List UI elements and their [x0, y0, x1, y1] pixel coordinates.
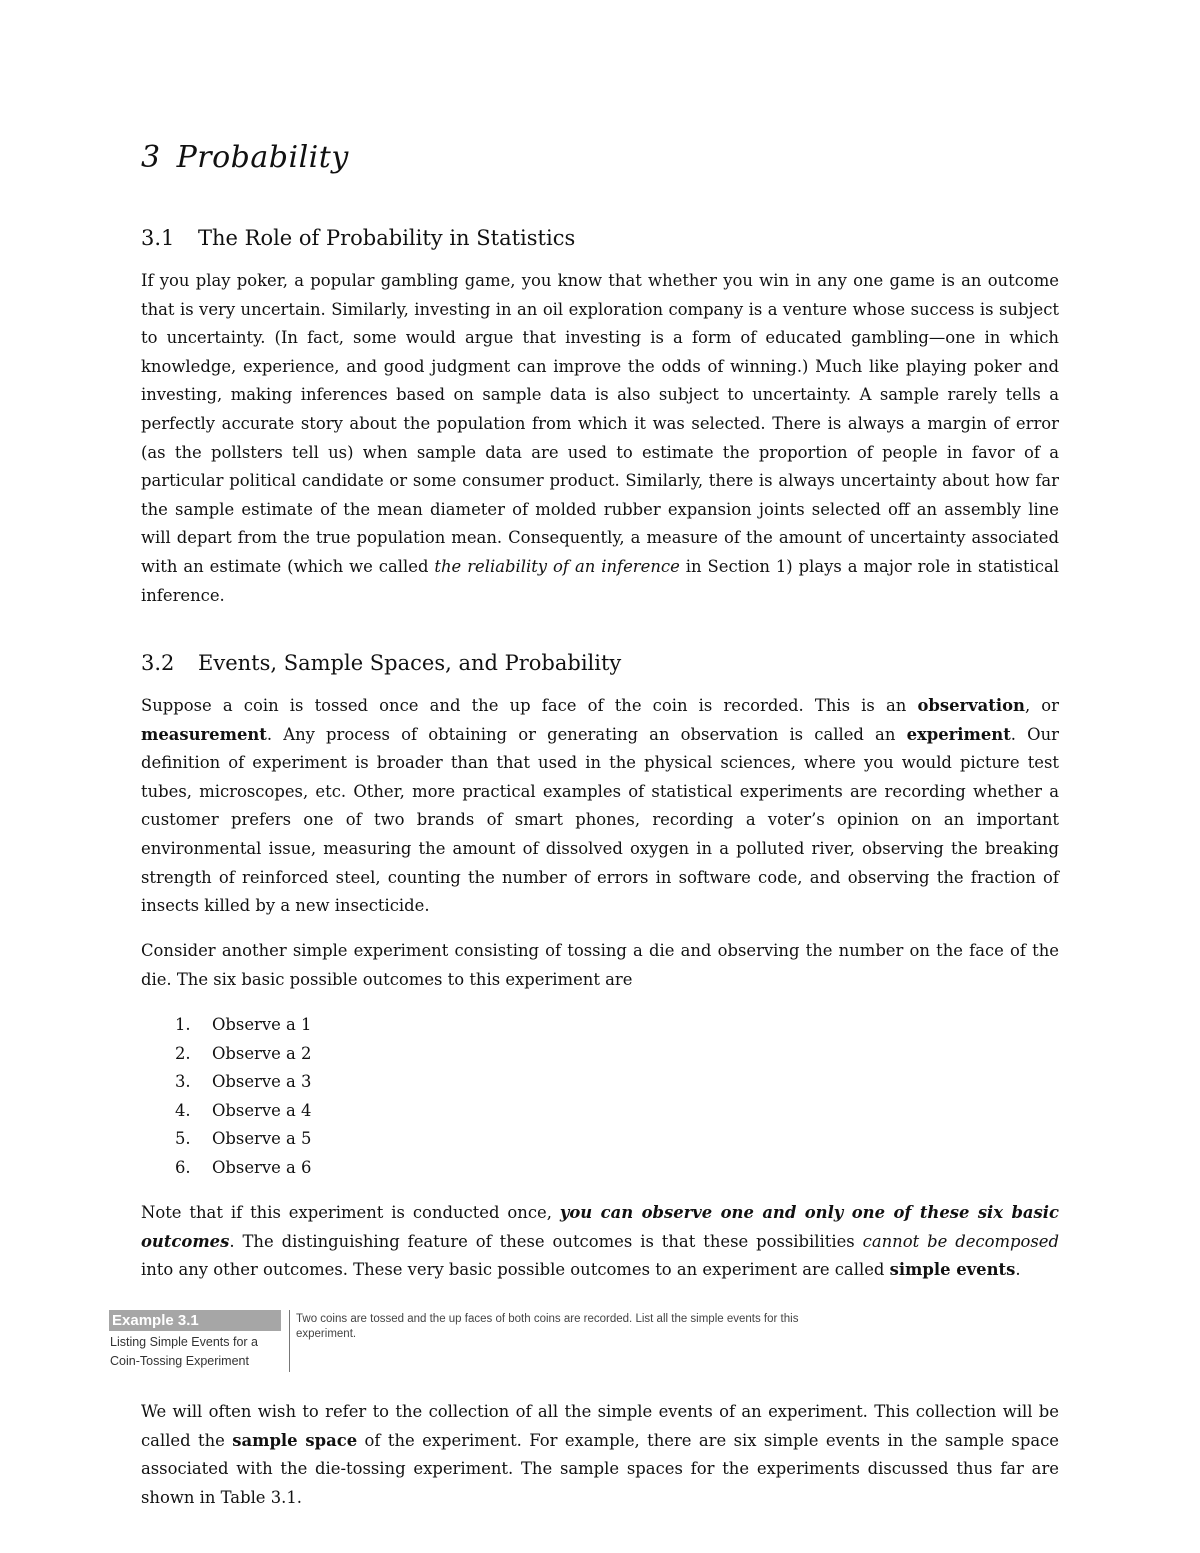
- chapter-title: [141, 140, 349, 175]
- term-sample-space: sample space: [232, 1430, 358, 1450]
- list-number: 5.: [175, 1129, 191, 1149]
- list-item: [175, 1011, 311, 1040]
- paragraph-text: . Any process of obtaining or generating an observation is called an: [266, 724, 907, 744]
- term-observation: observation: [917, 696, 1025, 715]
- paragraph-text: in Section 1) plays a major role in statistical inference.: [141, 556, 1059, 605]
- section-number: 3.2: [141, 651, 175, 675]
- paragraph-text: If you play poker, a popular gambling game, you know that whether you win in any one game is an outcome that is very uncertain. Similarly, investing in an oil exploration company is a venture whose success is subject to uncertainty. (In fact, some would argue that investing is a form of educated gambling—one in which knowledge, experience, and good judgment can improve the odds of winning.) Much like playing poker and investing, making inferences based on sample data is also subject to uncertainty. A sample rarely tells a perfectly accurate story about the population from which it was selected. There is always a margin of error (as the pollsters tell us) when sample data are used to estimate the proportion of people in favor of a particular political candidate or some consumer product. Similarly, there is always uncertainty about how far the sample estimate of the mean diameter of molded rubber expansion joints selected off an assembly line will depart from the true population mean. Consequently, a measure of the amount of uncertainty associated with an estimate (which we called: [141, 271, 1059, 576]
- section-3-2-heading: [141, 651, 621, 675]
- section-3-2-paragraph-4: [141, 1398, 1059, 1512]
- example-subtitle-line: Coin-Tossing Experiment: [110, 1354, 249, 1368]
- list-item: [175, 1154, 311, 1183]
- section-3-2-paragraph-2: Consider another simple experiment consisting of tossing a die and observing the number on the face of the die. The six basic possible outcomes to this experiment are: [141, 941, 1059, 989]
- paragraph-text: . Our definition of experiment is broader than that used in the physical sciences, where you would picture test tubes, microscopes, etc. Other, more practical examples of statistical experiments are recording whether a customer prefers one of two brands of smart phones, recording a voter’s opinion on an important environmental issue, measuring the amount of dissolved oxygen in a polluted river, observing the breaking strength of reinforced steel, counting the number of errors in software code, and observing the fraction of insects killed by a new insecticide.: [141, 724, 1059, 916]
- bold-italic-text: you can observe one and only one of these six basic outcomes: [141, 1203, 1059, 1251]
- section-3-1-paragraph: [141, 267, 1059, 610]
- list-item: [175, 1125, 311, 1154]
- term-experiment: experiment: [906, 724, 1011, 744]
- example-description: Two coins are tossed and the up faces of both coins are recorded. List all the simple events for this experiment.: [296, 1313, 799, 1340]
- section-3-2-paragraph-1: [141, 692, 1059, 921]
- paragraph-text: of the experiment. For example, there are six simple events in the sample space associated with the die-tossing experiment. The sample spaces for the experiments discussed thus far are shown in Table 3.1.: [141, 1430, 1059, 1507]
- list-item: [175, 1097, 311, 1126]
- list-number: 1.: [175, 1015, 191, 1034]
- section-title-text: The Role of Probability in Statistics: [198, 226, 576, 250]
- list-number: 4.: [175, 1100, 191, 1120]
- chapter-number: 3: [141, 140, 161, 175]
- list-item: [175, 1040, 311, 1069]
- list-text: Observe a 1: [212, 1015, 312, 1034]
- example-label: Example 3.1: [109, 1310, 281, 1331]
- outcomes-list: [175, 1011, 311, 1183]
- paragraph-text: Suppose a coin is tossed once and the up face of the coin is recorded. This is an: [141, 696, 918, 715]
- list-text: Observe a 3: [212, 1072, 312, 1092]
- paragraph-text: We will often wish to refer to the collection of all the simple events of an experiment. This collection will be called the: [141, 1402, 1059, 1450]
- paragraph-text: , or: [1024, 696, 1059, 715]
- section-number: 3.1: [141, 226, 175, 250]
- example-subtitle-line: Listing Simple Events for a: [110, 1335, 258, 1349]
- section-title-text: Events, Sample Spaces, and Probability: [198, 651, 622, 675]
- example-divider: [289, 1310, 290, 1372]
- emphasis-text: the reliability of an inference: [434, 556, 680, 576]
- example-label-column: [109, 1310, 281, 1371]
- paragraph-text: . The distinguishing feature of these outcomes is that these possibilities: [229, 1231, 863, 1251]
- list-number: 2.: [175, 1043, 191, 1063]
- list-number: 3.: [175, 1072, 191, 1092]
- paragraph-text: .: [1015, 1260, 1021, 1280]
- list-item: [175, 1068, 311, 1097]
- paragraph-text: into any other outcomes. These very basic possible outcomes to an experiment are called: [141, 1260, 890, 1280]
- list-text: Observe a 2: [212, 1043, 312, 1063]
- section-3-1-heading: [141, 226, 575, 250]
- section-3-2-paragraph-3: [141, 1199, 1059, 1285]
- list-number: 6.: [175, 1157, 191, 1177]
- list-text: Observe a 6: [212, 1157, 312, 1177]
- term-measurement: measurement: [141, 724, 267, 744]
- paragraph-text: Note that if this experiment is conducted once,: [141, 1203, 560, 1222]
- emphasis-text: cannot be decomposed: [862, 1231, 1059, 1251]
- list-text: Observe a 5: [212, 1129, 312, 1149]
- example-subtitle: [109, 1333, 281, 1371]
- chapter-title-text: Probability: [176, 140, 349, 175]
- term-simple-events: simple events: [889, 1260, 1016, 1280]
- list-text: Observe a 4: [212, 1100, 312, 1120]
- example-box: [109, 1310, 939, 1372]
